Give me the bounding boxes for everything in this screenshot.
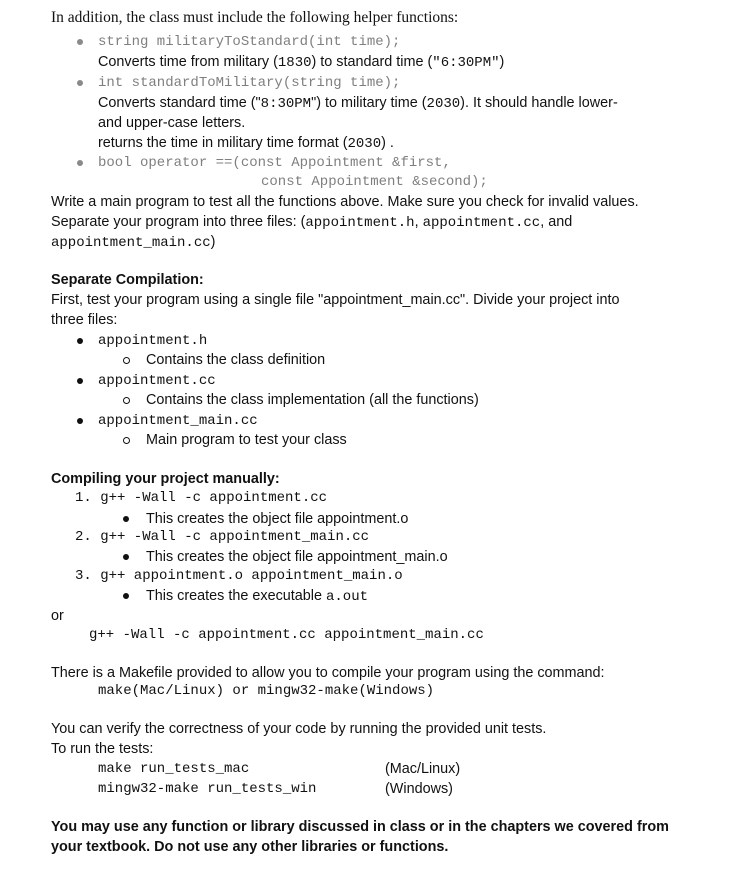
compile-step-3-desc: This creates the executable a.out [146,588,368,605]
file-appointment-h: appointment.h [98,333,208,349]
helper-2-description-3: returns the time in military time format (2030) . [98,135,394,152]
makefile-command: make(Mac/Linux) or mingw32-make(Windows) [98,683,435,699]
restrictions-note: You may use any function or library discussed in class or in the chapters we covered from [51,819,669,835]
makefile-text: There is a Makefile provided to allow you to compile your program using the command: [51,665,605,681]
bullet [123,516,129,522]
or-label: or [51,608,64,624]
separate-compilation-text: First, test your program using a single file "appointment_main.cc". Divide your project into [51,292,620,308]
compile-step-1-desc: This creates the object file appointment.o [146,511,409,527]
manual-compile-heading: Compiling your project manually: [51,471,280,487]
bullet [77,80,83,86]
helper-2-description: Converts standard time ("8:30PM") to military time (2030). It should handle lower- [98,95,618,112]
separate-compilation-heading: Separate Compilation: [51,272,204,288]
sub-bullet [123,397,130,404]
separate-compilation-text-2: three files: [51,312,118,328]
test-command-mac-note: (Mac/Linux) [385,761,461,777]
bullet [77,39,83,45]
compile-step-2-desc: This creates the object file appointment_main.o [146,549,448,565]
main-program-instruction: Write a main program to test all the functions above. Make sure you check for invalid values. [51,194,639,210]
compile-step-2: 2. g++ -Wall -c appointment_main.cc [75,529,370,545]
helper-2-signature: int standardToMilitary(string time); [98,75,401,91]
helper-3-signature-2: const Appointment &second); [261,174,488,190]
bullet [123,593,129,599]
separate-files-instruction: Separate your program into three files: (appointment.h, appointment.cc, and [51,214,573,231]
tests-text: You can verify the correctness of your code by running the provided unit tests. [51,721,547,737]
compile-step-3: 3. g++ appointment.o appointment_main.o [75,568,403,584]
helper-2-description-2: and upper-case letters. [98,115,246,131]
sub-bullet [123,437,130,444]
file-appointment-cc: appointment.cc [98,373,216,389]
helper-3-signature: bool operator ==(const Appointment &first, [98,155,451,171]
helper-1-signature: string militaryToStandard(int time); [98,34,401,50]
bullet [77,160,83,166]
file-appointment-cc-desc: Contains the class implementation (all the functions) [146,392,479,408]
bullet [77,338,83,344]
helper-1-description: Converts time from military (1830) to standard time ("6:30PM") [98,54,505,71]
test-command-win: mingw32-make run_tests_win [98,781,317,797]
file-appointment-h-desc: Contains the class definition [146,352,326,368]
bullet [77,418,83,424]
test-command-win-note: (Windows) [385,781,453,797]
sub-bullet [123,357,130,364]
file-appointment-main-cc-desc: Main program to test your class [146,432,347,448]
tests-text-2: To run the tests: [51,741,154,757]
bullet [77,378,83,384]
file-appointment-main-cc: appointment_main.cc [98,413,258,429]
test-command-mac: make run_tests_mac [98,761,250,777]
restrictions-note-2: your textbook. Do not use any other libraries or functions. [51,839,449,855]
bullet [123,554,129,560]
compile-step-1: 1. g++ -Wall -c appointment.cc [75,490,328,506]
helpers-intro: In addition, the class must include the following helper functions: [51,9,459,26]
separate-files-instruction-2: appointment_main.cc) [51,234,216,251]
compile-single-command: g++ -Wall -c appointment.cc appointment_main.cc [89,627,484,643]
